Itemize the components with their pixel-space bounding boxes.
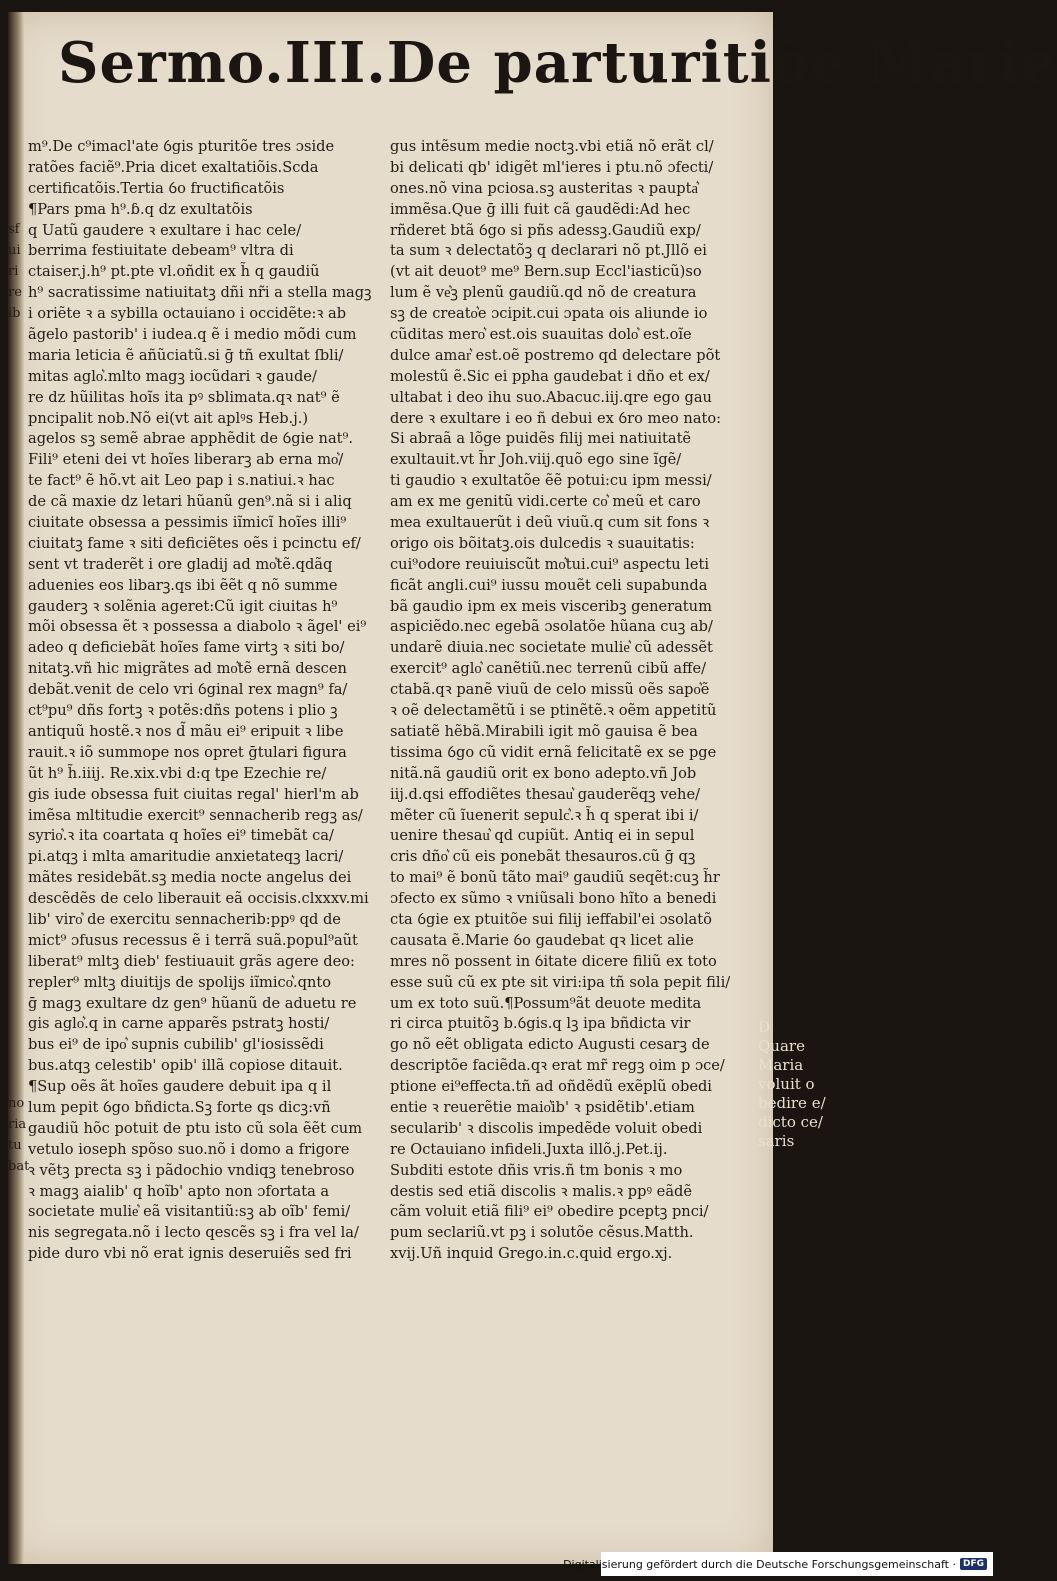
text-line: nitã.nã gaudiũ orit ex bono adepto.vñ Job [390,764,697,782]
text-line: ficãt angli.cui⁹ iussu mouẽt celi supabunda [390,576,708,594]
text-line: re dz hũilitas hoĩs ita pꝰ sblimata.qꝛ nat⁹ ẽ [28,388,340,406]
text-line: ꝛ magꝫ aialib' q hoĩb' apto non ɔfortata a [28,1182,330,1200]
margin-fragment: re [8,284,22,300]
text-line: rñderet btã ỽgo si pñs adessꝫ.Gaudiũ exp/ [390,221,701,239]
text-line: bus.atqꝫ celestib' opib' illã copiose ditauit. [28,1057,343,1075]
text-line: maria leticia ẽ añũciatũ.si ḡ tñ exultat ſbli/ [28,346,344,364]
text-line: antiquũ hostẽ.ꝛ nos d̃ mãu ei⁹ eripuit ꝛ libe [28,722,344,740]
text-line: uenire thesau͛ qd cupiũt. Antiq ei in sepul [390,827,695,845]
margin-fragment: bat [8,1158,30,1174]
text-line: descẽdẽs de celo liberauit eã occisis.clxxxv.mi [28,890,369,908]
text-line: pncipalit nob.Nõ ei(vt ait aplꝰs Heb.j.) [28,409,309,427]
text-line: bi delicati qb' idigẽt ml'ieres i ptu.nõ ɔfecti/ [390,158,714,176]
text-line: ultabat i deo ihu suo.Abacuc.iij.qre ego gau [390,388,712,406]
text-line: pide duro vbi nõ erat ignis deseruiẽs sed fri [28,1245,352,1263]
text-line: gauderꝫ ꝛ solẽnia ageret:Cũ igit ciuitas h⁹ [28,597,338,615]
text-line: molestũ ẽ.Sic ei ppha gaudebat i dño et ex/ [390,367,710,385]
text-line: cta ỽgie ex ptuitõe sui filij ieffabil'ei ɔsolatõ [390,910,712,928]
text-line: ri circa ptuitõꝫ b.ỽgis.q lꝫ ipa bñdicta vir [390,1015,691,1033]
marginal-note [758,1018,838,1151]
marginal-note-line: saris [758,1132,795,1150]
text-line: ti gaudio ꝛ exultatõe ẽẽ potui:cu ipm messi/ [390,472,712,490]
margin-fragment: ui [8,242,21,258]
text-line: gis iude obsessa fuit ciuitas regal' hierl'm ab [28,785,359,803]
marginal-note-line: dicto ce/ [758,1113,823,1131]
text-line: aduenies eos libarꝫ.qs ibi ẽẽt q nõ summe [28,576,338,594]
text-line: repler⁹ mltꝫ diuitijs de spolijs iĩmico͛.qnto [28,973,332,991]
text-line: mict⁹ ɔfusus recessus ẽ i terrã suã.popul⁹aũt [28,931,358,949]
text-line: destis sed etiã discolis ꝛ malis.ꝛ ppꝰ eãdẽ [390,1182,692,1200]
text-line: bã gaudio ipm ex meis visceribꝫ generatum [390,597,712,615]
text-column-right [390,137,758,1265]
marginal-note-line: Quare [758,1037,805,1055]
text-line: nitatꝫ.vñ hic migrãtes ad mo͛tẽ ernã descen [28,660,347,678]
text-line: undarẽ diuia.nec societate mulie͛ cũ adessẽt [390,639,713,657]
text-line: lib' viro͛ de exercitu sennacherib:ppꝰ qd de [28,910,341,928]
text-line: nis segregata.nõ i lecto qescẽs sꝫ i fra vel la/ [28,1224,359,1242]
text-line: pi.atqꝫ i mlta amaritudie anxietateqꝫ lacri/ [28,848,344,866]
text-line: ratões faciẽ⁹.Pria dicet exaltatiõis.Scda [28,158,319,176]
text-line: ones.nõ vina pciosa.sꝫ austeritas ꝛ paupta͛ [390,179,698,197]
text-line: aspiciẽdo.nec egebã ɔsolatõe hũana cuꝫ ab/ [390,618,713,636]
text-column-left [28,137,388,1265]
text-line: ctaiser.j.h⁹ pt.pte vl.oñdit ex h̃ q gaudiũ [28,263,320,281]
margin-fragment: ri [8,263,19,279]
text-line: ciuitatꝫ fame ꝛ siti deficiẽtes oẽs i pcinctu ef/ [28,534,361,552]
marginal-note-line: bedire e/ [758,1094,826,1112]
left-margin-fragments-bottom [8,1094,30,1178]
text-line: re Octauiano infideli.Juxta illõ.j.Pet.ij. [390,1140,668,1158]
text-line: mõi obsessa ẽt ꝛ possessa a diabolo ꝛ ãgel' ei⁹ [28,618,367,636]
text-line: ɔfecto ex sũmo ꝛ vniũsali bono hĩto a benedi [390,890,717,908]
text-line: exercit⁹ aglo͛ canẽtiũ.nec terrenũ cibũ affe/ [390,660,707,678]
text-line: satiatẽ hẽbã.Mirabili igit mõ gauisa ẽ bea [390,722,698,740]
text-line: ct⁹pu⁹ dñs fortꝫ ꝛ potẽs:dñs potens i plio ꝫ [28,702,338,720]
text-line: ũt h⁹ h̃.iiij. Re.xix.vbi d:q tpe Ezechie re/ [28,764,327,782]
margin-fragment: tu [8,1137,22,1153]
text-line: mẽter cũ ĩuenerit sepulc͛.ꝛ h̃ q sperat ibi i/ [390,806,699,824]
text-line: xvij.Uñ inquid Grego.in.c.quid ergo.xj. [390,1245,673,1263]
text-line: gus intẽsum medie noctꝫ.vbi etiã nõ erãt cl/ [390,138,714,155]
text-line: ãgelo pastorib' i iudea.q ẽ i medio mõdi cum [28,326,357,344]
text-line: debãt.venit de celo vri ỽginal rex magn⁹ fa/ [28,681,348,699]
text-line: rauit.ꝛ iõ summope nos opret ḡtulari figura [28,743,347,761]
text-line: ¶Sup oẽs ãt hoĩes gaudere debuit ipa q il [28,1078,332,1096]
text-line: te fact⁹ ẽ hõ.vt ait Leo pap i s.natiui.ꝛ hac [28,472,335,490]
text-line: Subditi estote dñis vris.ñ tm bonis ꝛ mo [390,1161,683,1179]
text-line: ꝛ oẽ delectamẽtũ i se ptinẽtẽ.ꝛ oẽm appetitũ [390,702,717,720]
margin-fragment: sf [8,222,20,237]
text-line: descriptõe faciẽda.qꝛ erat mr̃ regꝫ oim p ɔce/ [390,1057,725,1075]
text-line: causata ẽ.Marie ỽo gaudebat qꝛ licet alie [390,931,694,949]
text-line: go nõ eẽt obligata edicto Augusti cesarꝫ de [390,1036,710,1054]
text-line: mea exultauerũt i deũ viuũ.q cum sit fons ꝛ [390,514,710,532]
page-title: Sermo.III.De parturitiõe Marie [58,30,1057,96]
text-line: ptione ei⁹effecta.tñ ad oñdẽdũ exẽplũ obedi [390,1078,712,1096]
text-line: entie ꝛ reuerẽtie maio͛ib' ꝛ psidẽtib'.etiam [390,1098,695,1116]
margin-fragment: ria [8,1116,27,1132]
text-line: am ex me genitũ vidi.certe co͛ meũ et caro [390,493,701,511]
text-line: h⁹ sacratissime natiuitatꝫ dñi nr̃i a stella magꝫ [28,284,372,302]
marginal-note-line: D [758,1018,771,1036]
text-line: syrio͛.ꝛ ita coartata q hoĩes ei⁹ timebãt ca/ [28,827,334,845]
text-line: ciuitate obsessa a pessimis iĩmicĩ hoĩes illi⁹ [28,514,347,532]
text-line: tissima ỽgo cũ vidit ernã felicitatẽ ex se pge [390,743,717,761]
text-line: adeo q deficiebãt hoĩes fame virtꝫ ꝛ siti bo/ [28,639,345,657]
text-line: Fili⁹ eteni dei vt hoĩes liberarꝫ ab erna mo͛/ [28,451,344,469]
text-line: ctabã.qꝛ panẽ viuũ de celo missũ oẽs sapo͛ẽ [390,681,710,699]
text-line: gaudiũ hõc potuit de ptu isto cũ sola ẽẽt cum [28,1119,363,1137]
text-line: berrima festiuitate debeam⁹ vltra di [28,242,294,260]
text-line: q Uatũ gaudere ꝛ exultare i hac cele/ [28,221,302,239]
text-line: dulce amar͛ est.oẽ postremo qd delectare põt [390,346,721,364]
text-line: i oriẽte ꝛ a sybilla octauiano i occidẽte:ꝛ ab [28,305,347,323]
text-line: ḡ magꝫ exultare dz gen⁹ hũanũ de aduetu re [28,994,357,1012]
marginal-note-line: Maria [758,1056,804,1074]
marginal-note-line: voluit o [758,1075,815,1093]
text-line: ¶Pars pma h⁹.ɓ.q dz exultatõis [28,200,253,218]
text-line: secularib' ꝛ discolis impedẽde voluit obedi [390,1119,703,1137]
margin-fragment: ib [8,305,21,321]
text-line: pum seclariũ.vt pꝫ i solutõe cẽsus.Matth. [390,1224,694,1242]
text-line: immẽsa.Que ḡ illi fuit cã gaudẽdi:Ad hec [390,200,691,218]
text-line: (vt ait deuot⁹ me⁹ Bern.sup Eccl'iasticũ)so [390,263,702,281]
text-line: certificatõis.Tertia ỽo fructificatõis [28,179,285,197]
text-line: societate mulie͛ eã visitantiũ:sꝫ ab oĩb' femi/ [28,1203,351,1221]
text-line: to mai⁹ ẽ bonũ tãto mai⁹ gaudiũ seqẽt:cuꝫ h̃r [390,869,720,887]
text-line: imẽsa mltitudie exercit⁹ sennacherib regꝫ as/ [28,806,363,824]
margin-fragment: no [8,1096,25,1111]
text-line: origo ois bõitatꝫ.ois dulcedis ꝛ suauitatis: [390,534,695,552]
text-line: mres nõ possent in ỽitate dicere filiũ ex toto [390,952,717,970]
text-line: ꝛ vẽtꝫ precta sꝫ i pãdochio vndiqꝫ tenebroso [28,1161,355,1179]
text-line: exultauit.vt h̃r Joh.viij.quõ ego sine ĩgẽ/ [390,451,682,469]
text-line: esse suũ cũ ex pte sit viri:ipa tñ sola pepit fili/ [390,973,731,991]
text-line: lum ẽ ve͛ꝫ plenũ gaudiũ.qd nõ de creatura [390,284,697,302]
text-line: lum pepit ỽgo bñdicta.Sꝫ forte qs dicꝫ:vñ [28,1098,331,1116]
text-line: dere ꝛ exultare i eo ñ debui ex ỽro meo nato: [390,409,722,427]
text-line: um ex toto suũ.¶Possum⁹ãt deuote medita [390,994,702,1012]
dfg-logo: DFG [960,1558,987,1570]
text-line: cui⁹odore reuiuiscũt mo͛tui.cui⁹ aspectu leti [390,555,710,573]
text-line: cãm voluit etiã fili⁹ ei⁹ obedire pceptꝫ pnci/ [390,1203,709,1221]
text-line: sꝫ de creato͛e ɔcipit.cui ɔpata ois aliunde io [390,305,708,323]
left-margin-fragments-top [8,220,22,324]
text-line: ta sum ꝛ delectatõꝫ q declarari nõ pt.Jllõ ei [390,242,707,260]
text-line: mãtes residebãt.sꝫ media nocte angelus dei [28,869,352,887]
text-line: vetulo ioseph spõso suo.nõ i domo a frigore [28,1140,350,1158]
text-line: bus ei⁹ de ipo͛ supnis cubilib' gl'iosissẽdi [28,1036,324,1054]
footer-text: Digitalisierung gefördert durch die Deutsche Forschungsgemeinschaft · [563,1557,956,1571]
text-line: mitas aglo͛.mlto magꝫ iocũdari ꝛ gaude/ [28,367,317,385]
text-line: m⁹.De c⁹imacl'ate ỽgis pturitõe tres ɔside [28,138,335,155]
footer-credit [563,1552,993,1576]
text-line: liberat⁹ mltꝫ dieb' festiuauit grãs agere deo: [28,952,355,970]
text-line: Si abraã a lõge puidẽs filij mei natiuitatẽ [390,430,692,448]
text-line: iij.d.qsi effodiẽtes thesau͛ gauderẽqꝫ vehe/ [390,785,701,803]
text-line: sent vt traderẽt i ore gladij ad mo͛tẽ.qdãq [28,555,333,573]
text-line: cris dño͛ cũ eis ponebãt thesauros.cũ ḡ qꝫ [390,848,696,866]
text-line: de cã maxie dz letari hũanũ gen⁹.nã si i aliq [28,493,352,511]
text-line: cũditas mero͛ est.ois suauitas dolo͛ est.oĩe [390,326,692,344]
text-line: gis aglo͛.q in carne apparẽs pstratꝫ hosti/ [28,1015,330,1033]
text-line: agelos sꝫ semẽ abrae apphẽdit de ỽgie nat⁹. [28,430,354,448]
